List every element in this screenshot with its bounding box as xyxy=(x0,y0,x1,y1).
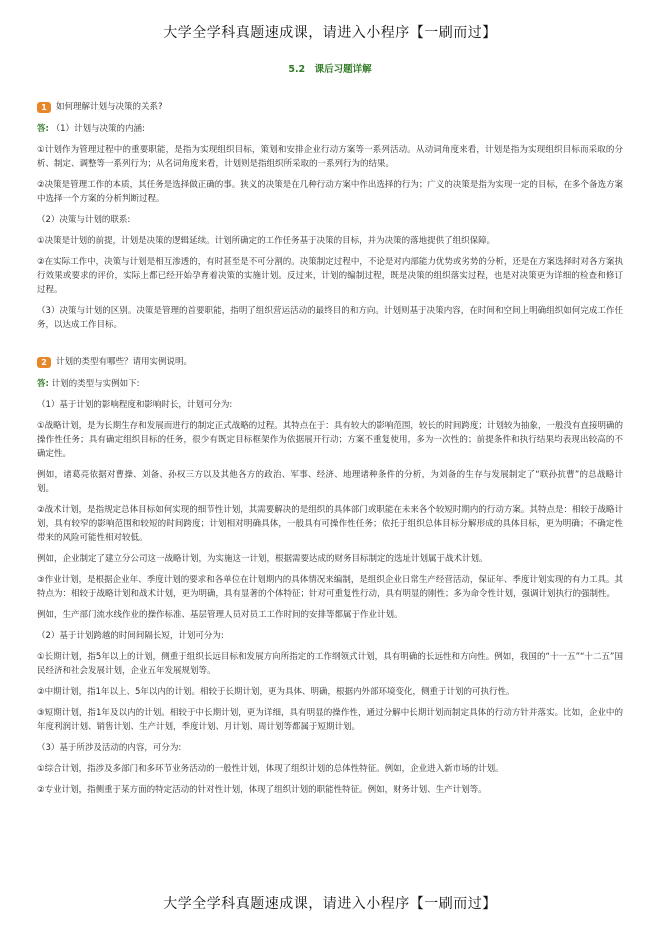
question-number-badge: 2 xyxy=(37,357,51,368)
question-2 xyxy=(37,355,623,369)
paragraph: （2）基于计划跨越的时间间隔长短，计划可分为: xyxy=(37,631,224,641)
answer-intro: 答: 计划的类型与实例如下: xyxy=(37,379,140,389)
paragraph: 例如，诸葛亮依据对曹操、刘备、孙权三方以及其他各方的政治、军事、经济、地理诸种条件的分析，为刘备的生存与发展制定了“联孙抗曹”的总战略计划。 xyxy=(37,470,623,494)
answer-intro: 答: （1）计划与决策的内涵: xyxy=(37,124,145,134)
question-text: 如何理解计划与决策的关系? xyxy=(56,102,163,112)
section-title: 5.2 课后习题详解 xyxy=(288,64,372,75)
question-text: 计划的类型有哪些？请用实例说明。 xyxy=(56,357,193,367)
paragraph: （3）基于所涉及活动的内容，可分为: xyxy=(37,743,182,753)
question-1 xyxy=(37,100,623,114)
paragraph: ②决策是管理工作的本质，其任务是选择做正确的事。狭义的决策是在几种行动方案中作出选择的行为；广义的决策是指为实现一定的目标，在多个备选方案中选择一个方案的分析判断过程。 xyxy=(37,180,623,204)
answer-label: 答: xyxy=(37,379,49,389)
paragraph: ①战略计划，是为长期生存和发展而进行的制定正式战略的过程。其特点在于：具有较大的影响范围，较长的时间跨度；计划较为抽象，一般没有直接明确的操作性任务；具有确定组织目标的任务，很少有既定目标框架作为依据展开行动；方案不重复使用，多为一次性的；前提条件和执行结果均表现出较高的不确定性。 xyxy=(37,421,623,459)
paragraph: （1）基于计划的影响程度和影响时长，计划可分为: xyxy=(37,400,233,410)
paragraph: ③作业计划，是根据企业年、季度计划的要求和各单位在计划期内的具体情况来编制，是组织企业日常生产经营活动，保证年、季度计划实现的有力工具。其特点为：相较于战略计划和战术计划，更为明确，具有显著的个体特征；针对可重复性行动，具有明显的刚性；多为命令性计划，强调计划执行的强制性。 xyxy=(37,575,623,599)
footer-banner: 大学全学科真题速成课，请进入小程序【一刷而过】 xyxy=(163,896,497,912)
paragraph: ①长期计划，指5年以上的计划，侧重于组织长远目标和发展方向所指定的工作纲领式计划，具有明确的长远性和方向性。例如，我国的“十一五”“十二五”国民经济和社会发展计划，企业五年发展规划等。 xyxy=(37,652,623,676)
paragraph: ②专业计划，指侧重于某方面的特定活动的针对性计划，体现了组织计划的职能性特征。例如，财务计划、生产计划等。 xyxy=(37,785,487,795)
question-number-badge: 1 xyxy=(37,102,51,113)
paragraph: 例如，生产部门流水线作业的操作标准、基层管理人员对员工工作时间的安排等都属于作业计划。 xyxy=(37,610,403,620)
paragraph: ②在实际工作中，决策与计划是相互渗透的，有时甚至是不可分割的。决策制定过程中，不论是对内部能力优势或劣势的分析，还是在方案选择时对各方案执行效果或要求的评价，实际上都已经开始孕育着决策的实施计划。反过来，计划的编制过程，既是决策的组织落实过程，也是对决策更为详细的检查和修订过程。 xyxy=(37,257,623,295)
paragraph: ③短期计划，指1年及以内的计划。相较于中长期计划，更为详细，具有明显的操作性，通过分解中长期计划而制定具体的行动方针并落实。比如，企业中的年度利润计划、销售计划、生产计划，季度计划、月计划、周计划等都属于短期计划。 xyxy=(37,708,623,732)
paragraph: 例如，企业制定了建立分公司这一战略计划，为实施这一计划，根据需要达成的财务目标制定的选址计划属于战术计划。 xyxy=(37,554,488,564)
answer-label: 答: xyxy=(37,124,49,134)
paragraph: （2）决策与计划的联系: xyxy=(37,215,131,225)
paragraph: ②战术计划，是指规定总体目标如何实现的细节性计划，其需要解决的是组织的具体部门或职能在未来各个较短时期内的行动方案。其特点是：相较于战略计划，具有较窄的影响范围和较短的时间跨度；计划相对明确具体，一般具有可操作性任务；依托于组织总体目标分解形成的具体目标，更为明确；不确定性带来的风险可能性相对较低。 xyxy=(37,505,623,543)
paragraph: ①计划作为管理过程中的重要职能，是指为实现组织目标，策划和安排企业行动方案等一系列活动。从动词角度来看，计划是指为实现组织目标而采取的分析、制定、调整等一系列行为；从名词角度来看，计划则是指组织所采取的一系列行为的结果。 xyxy=(37,145,623,169)
paragraph: ②中期计划，指1年以上、5年以内的计划。相较于长期计划，更为具体、明确，根据内外部环境变化，侧重于计划的可执行性。 xyxy=(37,687,515,697)
header-banner: 大学全学科真题速成课，请进入小程序【一刷而过】 xyxy=(163,25,497,41)
page-content xyxy=(37,100,623,804)
paragraph: ①综合计划，指涉及多部门和多环节业务活动的一般性计划，体现了组织计划的总体性特征。例如，企业进入新市场的计划。 xyxy=(37,764,504,774)
paragraph: （3）决策与计划的区别。决策是管理的首要职能，指明了组织营运活动的最终目的和方向。计划则基于决策内容，在时间和空间上明确组织如何完成工作任务，以达成工作目标。 xyxy=(37,306,623,330)
paragraph: ①决策是计划的前提，计划是决策的逻辑延续。计划所确定的工作任务基于决策的目标，并为决策的落地提供了组织保障。 xyxy=(37,236,496,246)
